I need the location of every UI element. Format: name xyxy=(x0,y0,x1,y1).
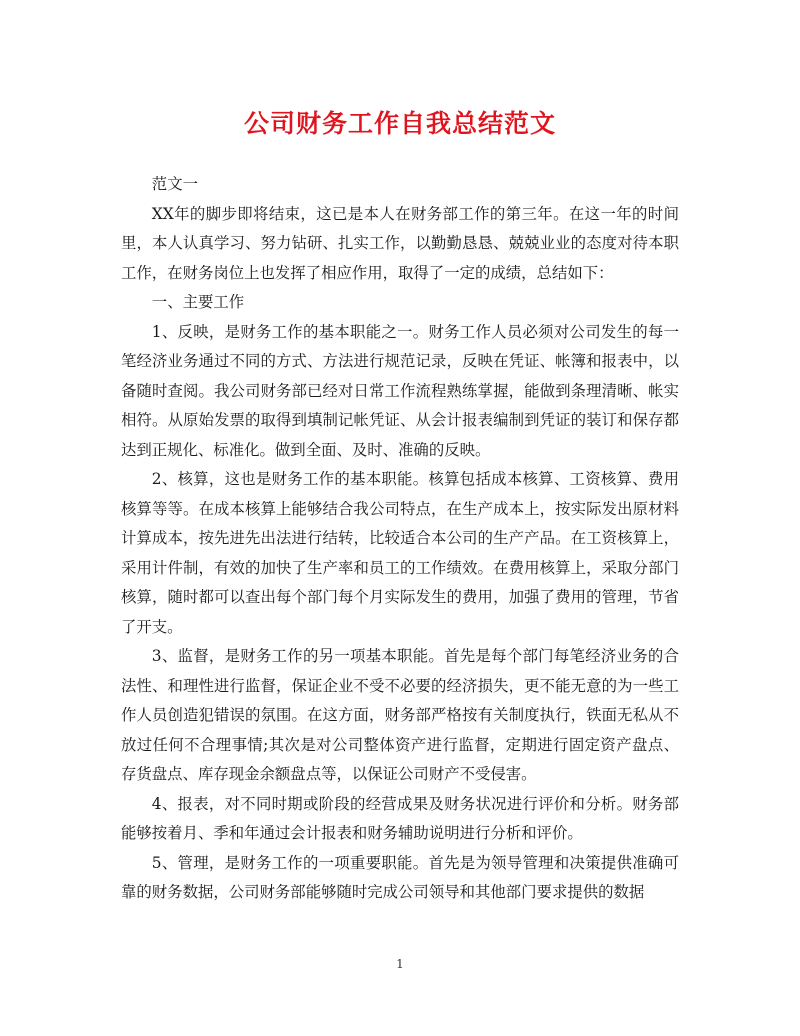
paragraph-reflect: 1、反映，是财务工作的基本职能之一。财务工作人员必须对公司发生的每一笔经济业务通过不同的方式、方法进行规范记录，反映在凭证、帐簿和报表中，以备随时查阅。我公司财务部已经对日常工作流程熟练掌握，能做到条理清晰、帐实相符。从原始发票的取得到填制记帐凭证、从会计报表编制到凭证的装订和保存都达到正规化、标准化。做到全面、及时、准确的反映。 xyxy=(121,322,679,459)
paragraph-reports: 4、报表，对不同时期或阶段的经营成果及财务状况进行评价和分析。财务部能够按着月、季和年通过会计报表和财务辅助说明进行分析和评价。 xyxy=(121,794,679,842)
intro-paragraph: XX年的脚步即将结束，这已是本人在财务部工作的第三年。在这一年的时间里，本人认真学习、努力钻研、扎实工作，以勤勤恳恳、兢兢业业的态度对待本职工作，在财务岗位上也发挥了相应作用，取得了一定的成绩，总结如下： xyxy=(121,204,679,282)
section-heading-main-work: 一、主要工作 xyxy=(151,293,245,311)
document-title: 公司财务工作自我总结范文 xyxy=(243,109,556,138)
page-number: 1 xyxy=(396,957,404,971)
document-body xyxy=(121,170,679,908)
paragraph-supervision: 3、监督，是财务工作的另一项基本职能。首先是每个部门每笔经济业务的合法性、和理性进行监督，保证企业不受不必要的经济损失，更不能无意的为一些工作人员创造犯错误的氛围。在这方面，财务部严格按有关制度执行，铁面无私从不放过任何不合理事情;其次是对公司整体资产进行监督，定期进行固定资产盘点、存货盘点、库存现金余额盘点等，以保证公司财产不受侵害。 xyxy=(121,647,679,783)
paragraph-accounting: 2、核算，这也是财务工作的基本职能。核算包括成本核算、工资核算、费用核算等等。在成本核算上能够结合我公司特点，在生产成本上，按实际发出原材料计算成本，按先进先出法进行结转，比较适合本公司的生产产品。在工资核算上，采用计件制，有效的加快了生产率和员工的工作绩效。在费用核算上，采取分部门核算，随时都可以查出每个部门每个月实际发生的费用，加强了费用的管理，节省了开支。 xyxy=(121,470,679,636)
section-heading-fanwen: 范文一 xyxy=(151,175,198,193)
paragraph-management: 5、管理，是财务工作的一项重要职能。首先是为领导管理和决策提供准确可靠的财务数据，公司财务部能够随时完成公司领导和其他部门要求提供的数据 xyxy=(121,853,679,901)
